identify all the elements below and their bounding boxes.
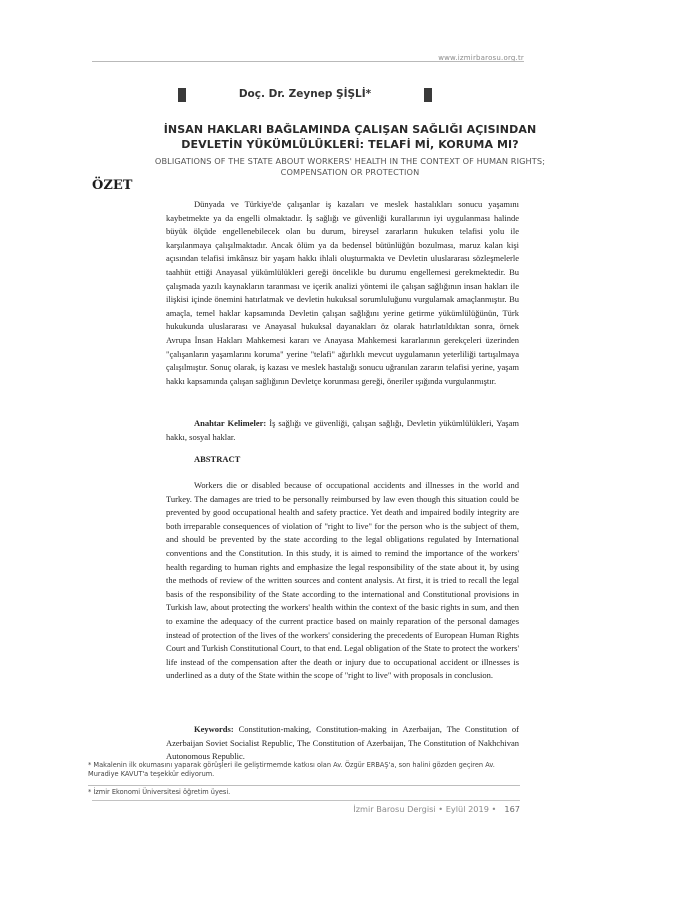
keywords-tr-label: Anahtar Kelimeler: — [194, 418, 267, 428]
keywords-en-text: Constitution-making, Constitution-making in Azerbaijan, The Constitution of Azerbaijan Soviet Socialist Republic, The Constitution of Azerbaijan, The Constitution of Nakhchivan Autonomous Republic. — [166, 724, 520, 762]
footnote-1: * Makalenin ilk okumasını yaparak görüşleri ile geliştirmemde katkısı olan Av. Özgür ERBAŞ'a, son halini gözden geçiren Av. Muradiye KAVUT'a teşekkür ediyorum. — [88, 761, 495, 779]
page-footer — [353, 804, 520, 814]
journal-info: İzmir Barosu Dergisi • Eylül 2019 • — [353, 804, 497, 814]
keywords-en — [166, 723, 519, 764]
footer-rule — [92, 800, 520, 801]
site-url[interactable]: www.izmirbarosu.org.tr — [438, 54, 524, 62]
keywords-en-label: Keywords: — [194, 724, 234, 734]
ozet-paragraph: Dünyada ve Türkiye'de çalışanlar iş kazaları ve meslek hastalıkları sonucu yaşamını kaybetmekte ya da engelli olmaktadır. İş sağlığı ve güvenliği kurallarının iyi uygulanması halinde büyük ölçüde engellenebilecek olan bu durum, bireysel zararların hukuken telafisi yolu ile karşılanmaya çalışılmaktadır. Ancak ölüm ya da bedensel bütünlüğün bozulması, maruz kalan kişi açısından telafisi imkânsız bir yaşam hakkı ihlali oluşturmakta ve Devletin uluslararası sözleşmelerle taahhüt ettiği Anayasal yükümlülükleri gereği öncelikle bu durumu engellemesi gerekmektedir. Bu çalışmada yazılı kaynakların taranması ve içerik analizi yöntemi ile çalışan sağlığının insan hakları ile ilişkisi içinde önemini hatırlatmak ve devletin hukuksal sorumluluğunu vurgulamak amaçlanmıştır. Bu amaçla, temel haklar kapsamında Devletin çalışan sağlığını yerine getirme yükümlülüğünün, Türk hukukunda uluslararası ve Anayasal hukuksal dayanakları öz olarak hatırlatıldıktan sonra, örnek Avrupa İnsan Hakları Mahkemesi kararı ve Anayasa Mahkemesi kararlarının gerekçeleri üzerinden "çalışanların yaşamlarını koruma" yerine "telafi" ağırlıklı mevcut uygulamanın yeterliliği tartışılmaya çalışılmıştır. Sonuç olarak, iş kazası ve meslek hastalığı sonucu uğranılan zararın telafisi yerine, yaşam hakkı kapsamında çalışan sağlığının Devletçe korunması gereği, öneriler ışığında vurgulanmıştır. — [166, 199, 519, 386]
footnote-2: * İzmir Ekonomi Üniversitesi öğretim üyesi. — [88, 788, 231, 796]
header-rule — [92, 61, 524, 62]
article-subtitle — [92, 156, 608, 178]
page-number: 167 — [504, 804, 520, 814]
keywords-tr — [166, 417, 519, 444]
subtitle-line-2: COMPENSATION OR PROTECTION — [280, 167, 420, 177]
abstract-heading: ABSTRACT — [194, 454, 241, 464]
keywords-tr-text: İş sağlığı ve güvenliği, çalışan sağlığı, Devletin yükümlülükleri, Yaşam hakkı, sosyal haklar. — [166, 418, 519, 442]
right-square-marker — [424, 88, 432, 102]
title-line-2: DEVLETİN YÜKÜMLÜLÜKLERİ: TELAFİ Mİ, KORUMA MI? — [181, 138, 519, 151]
subtitle-line-1: OBLIGATIONS OF THE STATE ABOUT WORKERS' HEALTH IN THE CONTEXT OF HUMAN RIGHTS; — [154, 156, 546, 166]
footnote-divider — [88, 785, 520, 786]
article-title — [92, 122, 608, 152]
abstract-paragraph: Workers die or disabled because of occupational accidents and illnesses in the world and Turkey. The damages are tried to be personally reimbursed by law even though this situation could be prevented by good occupational health and safety practice. Yet death and impaired bodily integrity are both irreparable consequences of violation of "right to live" for the person who is the subject of them, and should be prevented by the state according to the legal obligations regulated by International conventions and the Constitution. In this study, it is aimed to remind the importance of the workers' health regarding to human rights and emphasize the legal responsibility of the state about it, by using the methods of review of the written sources and content analysis. At first, it is tried to recall the legal basis of the responsibility of the State according to the international and Constitutional provisions in Turkish law, about protecting the workers' health within the context of the basic rights in sum, and then to examine the adequacy of the current practice based on mainly reparation of the personal damages instead of protection of the lives of the workers' considering the precedents of European Human Rights Court and Turkish Constitutional Court, to that end. Legal obligation of the State to protect the workers' life instead of the compensation after the death or injury due to occupational accident or illnesses is underlined as a duty of the State within the scope of "right to live" with proposals in conclusion. — [166, 480, 519, 681]
author-row — [178, 88, 432, 102]
title-line-1: İNSAN HAKLARI BAĞLAMINDA ÇALIŞAN SAĞLIĞI AÇISINDAN — [163, 123, 537, 136]
author-name: Doç. Dr. Zeynep ŞİŞLİ* — [238, 88, 372, 100]
ozet-heading: ÖZET — [92, 178, 133, 193]
